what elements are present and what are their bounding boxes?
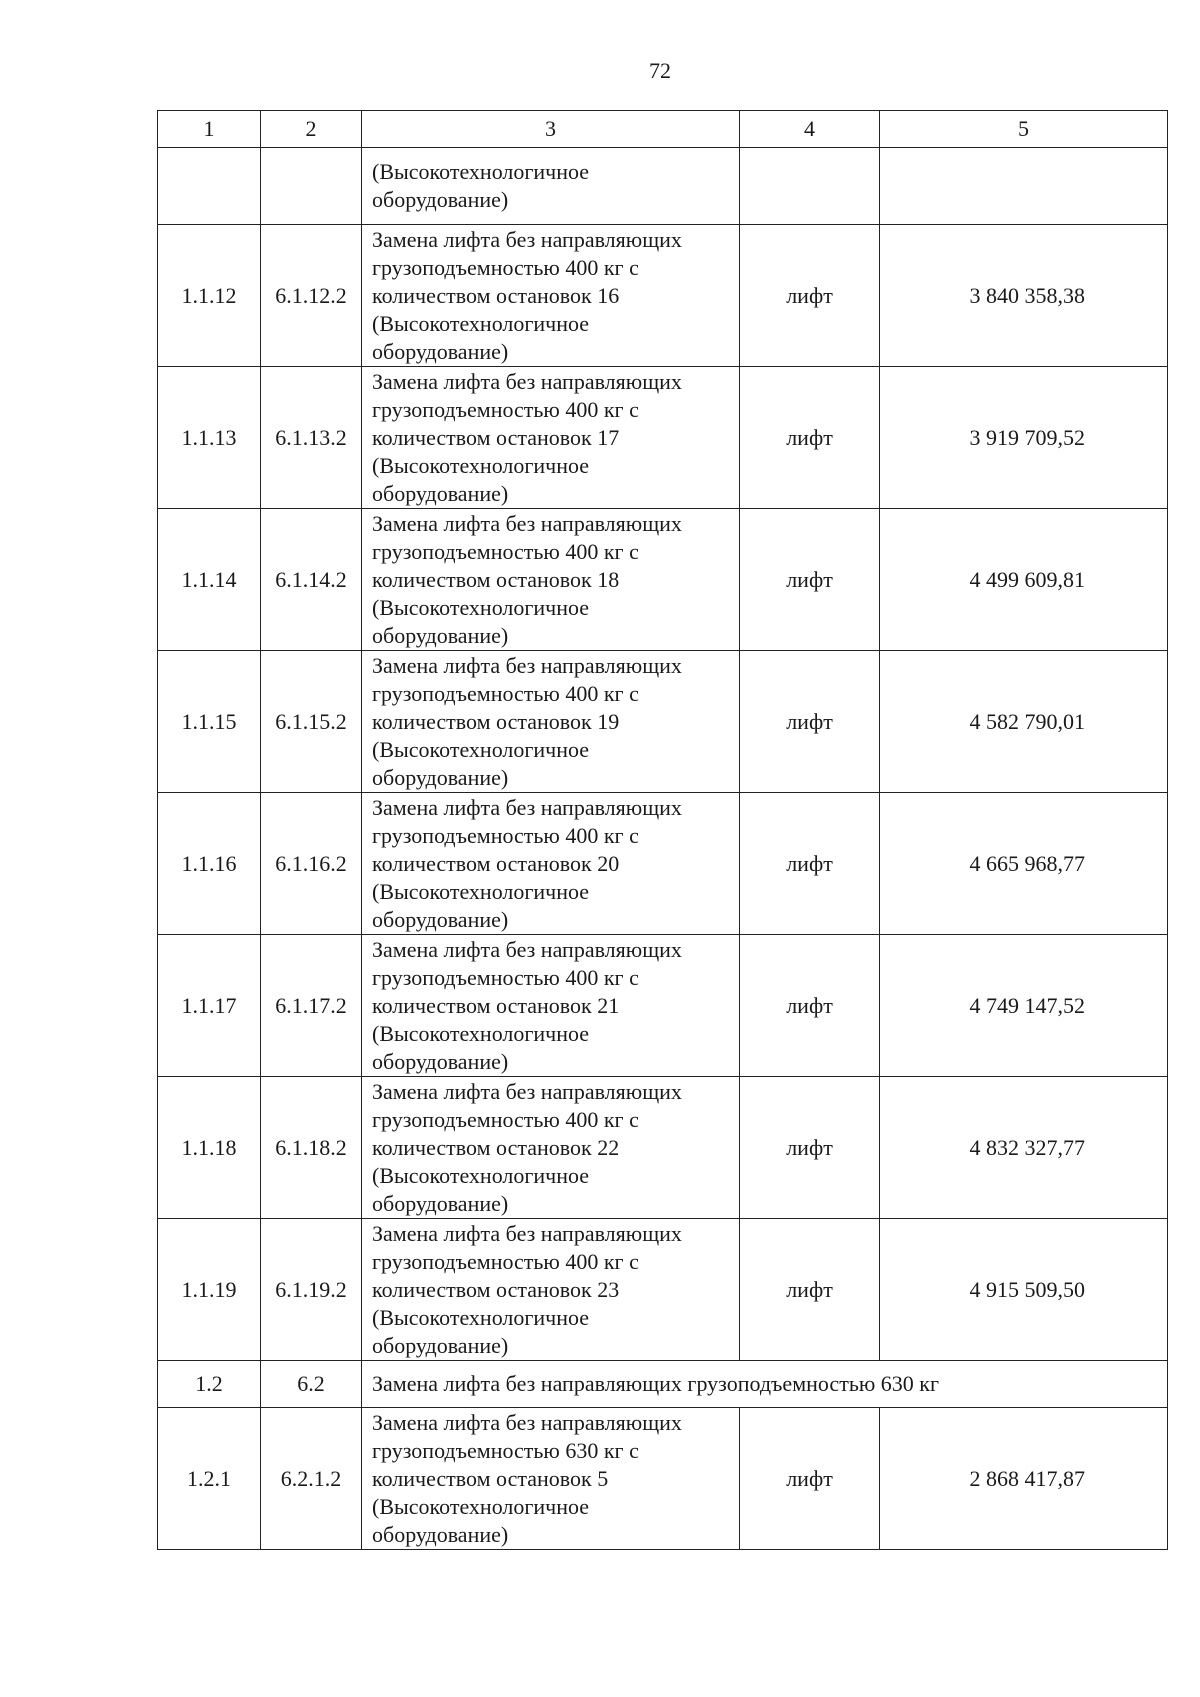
item-description-cell [362,225,740,367]
desc-line: (Высокотехнологичное [372,1304,590,1330]
desc-line: (Высокотехнологичное [372,878,590,904]
item-price-cell: 4 499 609,81 [880,509,1168,651]
desc-line: оборудование) [372,1190,509,1216]
page-number: 72 [649,58,671,83]
header-row [158,111,1168,148]
table-row [158,651,1168,793]
item-number-cell: 1.1.18 [158,1077,261,1219]
item-description-cell [362,651,740,793]
desc-line: Замена лифта без направляющих [372,1409,682,1435]
item-price-cell: 2 868 417,87 [880,1408,1168,1550]
desc-line: (Высокотехнологичное [372,1162,590,1188]
price-table [157,110,1168,1550]
item-code-cell: 6.1.13.2 [261,367,362,509]
table-row [158,935,1168,1077]
table-row [158,1077,1168,1219]
desc-line: грузоподъемностью 400 кг с [372,680,639,706]
desc-line: (Высокотехнологичное [372,594,590,620]
table-row [158,1408,1168,1550]
item-description-cell [362,367,740,509]
header-cell-5: 5 [880,111,1168,148]
desc-line: грузоподъемностью 630 кг с [372,1437,639,1463]
table-row [158,509,1168,651]
item-number-cell: 1.1.14 [158,509,261,651]
desc-line: оборудование) [372,1332,509,1358]
item-unit-cell: лифт [740,793,880,935]
cont-desc-cell [362,148,740,225]
item-code-cell: 6.2.1.2 [261,1408,362,1550]
desc-line: грузоподъемностью 400 кг с [372,538,639,564]
group-number-cell: 1.2 [158,1361,261,1408]
item-code-cell: 6.1.18.2 [261,1077,362,1219]
desc-line: грузоподъемностью 400 кг с [372,1248,639,1274]
desc-line: оборудование) [372,906,509,932]
item-number-cell: 1.1.16 [158,793,261,935]
header-cell-2: 2 [261,111,362,148]
item-number-cell: 1.1.13 [158,367,261,509]
desc-line: количеством остановок 18 [372,566,620,592]
desc-line: количеством остановок 21 [372,992,620,1018]
item-description-cell [362,793,740,935]
desc-line: оборудование) [372,1521,509,1547]
header-cell-1: 1 [158,111,261,148]
item-unit-cell: лифт [740,509,880,651]
item-unit-cell: лифт [740,225,880,367]
desc-line: грузоподъемностью 400 кг с [372,396,639,422]
item-price-cell: 3 840 358,38 [880,225,1168,367]
cont-price-cell [880,148,1168,225]
item-number-cell: 1.1.19 [158,1219,261,1361]
desc-line: Замена лифта без направляющих [372,510,682,536]
desc-line: (Высокотехнологичное [372,159,590,184]
desc-line: (Высокотехнологичное [372,736,590,762]
item-unit-cell: лифт [740,651,880,793]
desc-line: (Высокотехнологичное [372,310,590,336]
desc-line: грузоподъемностью 400 кг с [372,964,639,990]
item-code-cell: 6.1.12.2 [261,225,362,367]
item-price-cell: 4 582 790,01 [880,651,1168,793]
desc-line: Замена лифта без направляющих [372,794,682,820]
item-unit-cell: лифт [740,1219,880,1361]
item-unit-cell: лифт [740,935,880,1077]
continuation-row [158,148,1168,225]
item-number-cell: 1.1.12 [158,225,261,367]
desc-line: оборудование) [372,338,509,364]
item-unit-cell: лифт [740,1408,880,1550]
desc-line: количеством остановок 5 [372,1465,609,1491]
cont-code-cell [261,148,362,225]
table-row [158,225,1168,367]
item-code-cell: 6.1.19.2 [261,1219,362,1361]
desc-line: количеством остановок 16 [372,282,620,308]
cont-unit-cell [740,148,880,225]
header-cell-3: 3 [362,111,740,148]
table-row [158,367,1168,509]
item-description-cell [362,509,740,651]
item-price-cell: 4 915 509,50 [880,1219,1168,1361]
desc-line: (Высокотехнологичное [372,1020,590,1046]
item-price-cell: 3 919 709,52 [880,367,1168,509]
item-code-cell: 6.1.17.2 [261,935,362,1077]
desc-line: Замена лифта без направляющих [372,368,682,394]
item-number-cell: 1.1.17 [158,935,261,1077]
item-description-cell [362,935,740,1077]
item-description-cell [362,1077,740,1219]
desc-line: грузоподъемностью 400 кг с [372,1106,639,1132]
desc-line: (Высокотехнологичное [372,452,590,478]
desc-line: (Высокотехнологичное [372,1493,590,1519]
desc-line: грузоподъемностью 400 кг с [372,254,639,280]
item-number-cell: 1.1.15 [158,651,261,793]
table-row [158,1219,1168,1361]
desc-line: Замена лифта без направляющих [372,652,682,678]
desc-line: количеством остановок 19 [372,708,620,734]
group-code-cell: 6.2 [261,1361,362,1408]
item-code-cell: 6.1.15.2 [261,651,362,793]
item-code-cell: 6.1.16.2 [261,793,362,935]
item-description-cell [362,1408,740,1550]
desc-line: оборудование) [372,622,509,648]
desc-line: количеством остановок 17 [372,424,620,450]
header-cell-4: 4 [740,111,880,148]
item-price-cell: 4 749 147,52 [880,935,1168,1077]
desc-line: количеством остановок 23 [372,1276,620,1302]
desc-line: количеством остановок 20 [372,850,620,876]
item-unit-cell: лифт [740,1077,880,1219]
item-price-cell: 4 832 327,77 [880,1077,1168,1219]
desc-line: Замена лифта без направляющих [372,1220,682,1246]
desc-line: Замена лифта без направляющих [372,1078,682,1104]
group-row [158,1361,1168,1408]
cont-num-cell [158,148,261,225]
desc-line: количеством остановок 22 [372,1134,620,1160]
desc-line: оборудование) [372,764,509,790]
desc-line: оборудование) [372,480,509,506]
desc-line: грузоподъемностью 400 кг с [372,822,639,848]
item-unit-cell: лифт [740,367,880,509]
group-title-cell: Замена лифта без направляющих грузоподъемностью 630 кг [362,1361,1168,1408]
item-number-cell: 1.2.1 [158,1408,261,1550]
item-description-cell [362,1219,740,1361]
table-row [158,793,1168,935]
desc-line: оборудование) [372,1048,509,1074]
desc-line: Замена лифта без направляющих [372,936,682,962]
item-code-cell: 6.1.14.2 [261,509,362,651]
desc-line: оборудование) [372,187,509,212]
item-price-cell: 4 665 968,77 [880,793,1168,935]
desc-line: Замена лифта без направляющих [372,226,682,252]
